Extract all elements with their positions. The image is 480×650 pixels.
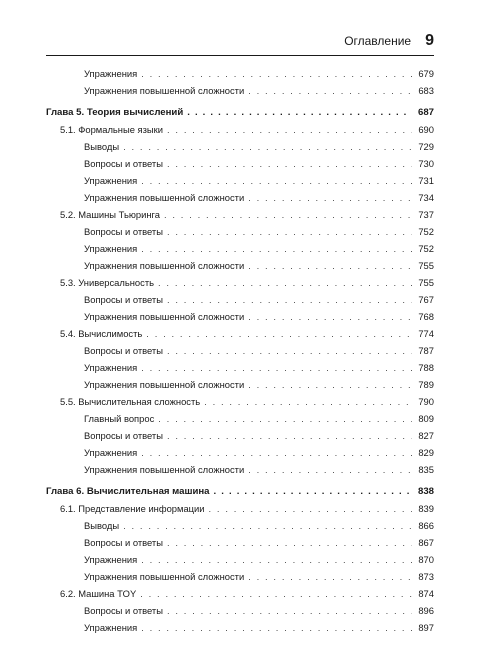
toc-entry-label: Упражнения повышенной сложности: [84, 379, 245, 390]
dot-leader: [167, 291, 412, 308]
dot-leader: [248, 308, 412, 325]
toc-entry-page: 683: [418, 85, 434, 96]
toc-section-row: [46, 274, 434, 291]
toc-subsection-row: [46, 427, 434, 444]
toc-section-row: [46, 500, 434, 517]
toc-section-row: [46, 121, 434, 138]
toc-subsection-row: [46, 461, 434, 478]
header-title: Оглавление: [344, 34, 412, 48]
dot-leader: [141, 551, 412, 568]
toc-entry-label: Вопросы и ответы: [84, 605, 163, 616]
toc-entry-label: 5.1. Формальные языки: [60, 124, 163, 135]
toc-subsection-row: [46, 551, 434, 568]
toc-entry-page: 730: [418, 158, 434, 169]
toc-entry-page: 768: [418, 311, 434, 322]
toc-entry-page: 897: [418, 622, 434, 633]
dot-leader: [214, 483, 413, 500]
toc-entry-label: 5.2. Машины Тьюринга: [60, 209, 160, 220]
toc-entry-page: 729: [418, 141, 434, 152]
toc-entry-page: 731: [418, 175, 434, 186]
toc-entry-label: Упражнения повышенной сложности: [84, 311, 245, 322]
toc-entry-label: Выводы: [84, 141, 120, 152]
toc-entry-label: Упражнения повышенной сложности: [84, 260, 245, 271]
dot-leader: [158, 274, 412, 291]
toc-entry-label: Вопросы и ответы: [84, 430, 163, 441]
header-page-number: 9: [425, 32, 434, 49]
dot-leader: [158, 410, 412, 427]
dot-leader: [167, 534, 412, 551]
dot-leader: [123, 138, 412, 155]
toc-subsection-row: [46, 619, 434, 636]
toc-entry-label: Упражнения повышенной сложности: [84, 85, 245, 96]
toc-entry-label: Упражнения повышенной сложности: [84, 464, 245, 475]
dot-leader: [141, 172, 412, 189]
toc-entry-label: 5.5. Вычислительная сложность: [60, 396, 201, 407]
toc-subsection-row: [46, 240, 434, 257]
toc-entry-label: Вопросы и ответы: [84, 345, 163, 356]
toc-subsection-row: [46, 257, 434, 274]
toc-entry-label: 5.3. Универсальность: [60, 277, 155, 288]
toc-entry-page: 690: [418, 124, 434, 135]
dot-leader: [209, 500, 412, 517]
dot-leader: [204, 393, 412, 410]
toc-chapter-row: [46, 483, 434, 500]
toc-entry-label: Упражнения: [84, 554, 138, 565]
toc-chapter-row: [46, 104, 434, 121]
toc-subsection-row: [46, 534, 434, 551]
dot-leader: [146, 325, 412, 342]
toc-entry-label: Глава 6. Вычислительная машина: [46, 486, 210, 497]
toc-entry-page: 734: [418, 192, 434, 203]
toc-section-row: [46, 393, 434, 410]
toc-entry-label: Упражнения: [84, 68, 138, 79]
toc-entry-page: 755: [418, 260, 434, 271]
toc-subsection-row: [46, 308, 434, 325]
toc-subsection-row: [46, 444, 434, 461]
running-header: [46, 32, 434, 50]
toc-entry-page: 867: [418, 537, 434, 548]
toc-entry-page: 687: [417, 107, 434, 118]
dot-leader: [140, 585, 412, 602]
dot-leader: [248, 82, 412, 99]
toc-entry-page: 827: [418, 430, 434, 441]
toc-entry-page: 789: [418, 379, 434, 390]
toc-entry-page: 788: [418, 362, 434, 373]
dot-leader: [167, 223, 412, 240]
toc-entry-page: 809: [418, 413, 434, 424]
dot-leader: [167, 121, 412, 138]
dot-leader: [123, 517, 412, 534]
dot-leader: [167, 427, 412, 444]
table-of-contents: [46, 65, 434, 636]
toc-subsection-row: [46, 602, 434, 619]
toc-entry-page: 752: [418, 226, 434, 237]
dot-leader: [248, 257, 412, 274]
toc-subsection-row: [46, 138, 434, 155]
toc-subsection-row: [46, 376, 434, 393]
dot-leader: [248, 376, 412, 393]
dot-leader: [187, 104, 412, 121]
toc-subsection-row: [46, 172, 434, 189]
toc-subsection-row: [46, 189, 434, 206]
dot-leader: [248, 189, 412, 206]
toc-subsection-row: [46, 291, 434, 308]
toc-entry-page: 679: [418, 68, 434, 79]
toc-entry-label: Упражнения: [84, 447, 138, 458]
dot-leader: [167, 342, 412, 359]
toc-subsection-row: [46, 223, 434, 240]
toc-subsection-row: [46, 517, 434, 534]
toc-entry-label: Вопросы и ответы: [84, 537, 163, 548]
toc-subsection-row: [46, 568, 434, 585]
toc-entry-page: 755: [418, 277, 434, 288]
toc-section-row: [46, 325, 434, 342]
toc-entry-page: 790: [418, 396, 434, 407]
toc-entry-label: 6.1. Представление информации: [60, 503, 205, 514]
toc-subsection-row: [46, 82, 434, 99]
toc-subsection-row: [46, 65, 434, 82]
toc-entry-label: Упражнения повышенной сложности: [84, 192, 245, 203]
toc-entry-page: 866: [418, 520, 434, 531]
toc-entry-page: 787: [418, 345, 434, 356]
toc-entry-label: 6.2. Машина TOY: [60, 588, 137, 599]
toc-entry-page: 896: [418, 605, 434, 616]
toc-section-row: [46, 206, 434, 223]
toc-entry-label: Вопросы и ответы: [84, 158, 163, 169]
dot-leader: [167, 155, 412, 172]
toc-entry-page: 839: [418, 503, 434, 514]
dot-leader: [141, 444, 412, 461]
toc-entry-page: 829: [418, 447, 434, 458]
toc-entry-label: Упражнения повышенной сложности: [84, 571, 245, 582]
toc-entry-label: Вопросы и ответы: [84, 294, 163, 305]
toc-entry-label: Выводы: [84, 520, 120, 531]
dot-leader: [141, 619, 412, 636]
toc-entry-label: Упражнения: [84, 243, 138, 254]
toc-entry-label: Упражнения: [84, 362, 138, 373]
header-divider: [46, 55, 434, 56]
toc-entry-label: Упражнения: [84, 175, 138, 186]
toc-entry-label: Главный вопрос: [84, 413, 155, 424]
toc-subsection-row: [46, 410, 434, 427]
toc-subsection-row: [46, 342, 434, 359]
dot-leader: [248, 461, 412, 478]
toc-entry-label: Упражнения: [84, 622, 138, 633]
dot-leader: [141, 240, 412, 257]
toc-section-row: [46, 585, 434, 602]
dot-leader: [248, 568, 412, 585]
toc-entry-page: 870: [418, 554, 434, 565]
toc-entry-label: Глава 5. Теория вычислений: [46, 107, 184, 118]
toc-entry-page: 838: [417, 486, 434, 497]
toc-entry-page: 873: [418, 571, 434, 582]
toc-entry-page: 737: [418, 209, 434, 220]
toc-entry-page: 835: [418, 464, 434, 475]
toc-entry-page: 752: [418, 243, 434, 254]
dot-leader: [141, 65, 412, 82]
toc-entry-label: Вопросы и ответы: [84, 226, 163, 237]
dot-leader: [167, 602, 412, 619]
toc-entry-page: 767: [418, 294, 434, 305]
toc-subsection-row: [46, 359, 434, 376]
dot-leader: [164, 206, 412, 223]
dot-leader: [141, 359, 412, 376]
toc-entry-label: 5.4. Вычислимость: [60, 328, 143, 339]
toc-entry-page: 874: [418, 588, 434, 599]
toc-entry-page: 774: [418, 328, 434, 339]
toc-subsection-row: [46, 155, 434, 172]
